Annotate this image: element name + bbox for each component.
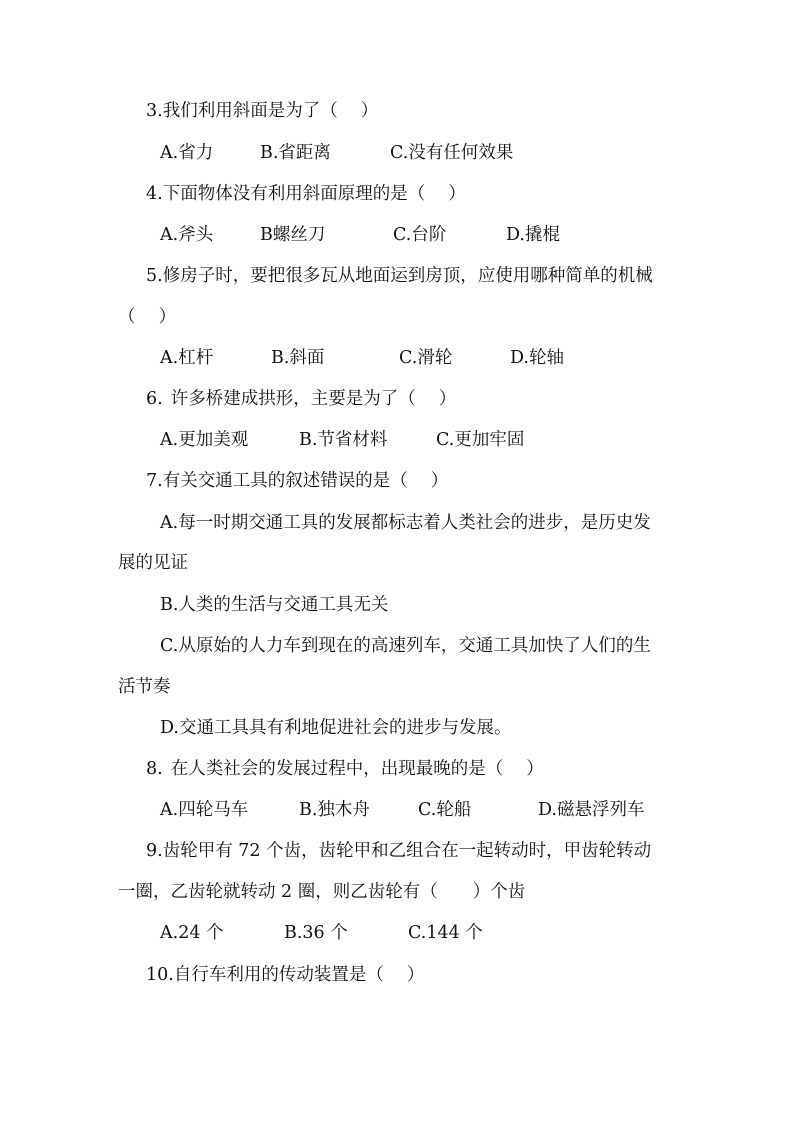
- option: B.斜面: [271, 348, 325, 368]
- question-5: [146, 263, 653, 289]
- option: A.斧头: [160, 225, 214, 245]
- question-stem: 我们利用斜面是为了（ ）: [162, 101, 379, 121]
- question-stem: 有关交通工具的叙述错误的是（ ）: [162, 471, 449, 491]
- option: B.省距离: [260, 143, 331, 163]
- option: C.台阶: [393, 225, 447, 245]
- question-stem: 齿轮甲有 72 个齿，齿轮甲和乙组合在一起转动时，甲齿轮转动: [162, 841, 652, 861]
- option-c-continuation: 活节奏: [118, 677, 171, 697]
- question-9-options: [160, 920, 560, 946]
- question-number: 9.: [146, 841, 163, 861]
- option: B.独木舟: [299, 800, 370, 820]
- question-8: [146, 756, 544, 782]
- option: C.更加牢固: [436, 430, 525, 450]
- option-c: C.从原始的人力车到现在的高速列车，交通工具加快了人们的生: [160, 636, 651, 656]
- option: A.更加美观: [160, 430, 249, 450]
- option: C.滑轮: [399, 348, 453, 368]
- question-8-options: [160, 797, 660, 823]
- option: A.四轮马车: [160, 800, 249, 820]
- question-6: [146, 386, 456, 412]
- question-3-options: [160, 140, 560, 166]
- question-5-continuation: （ ）: [118, 307, 177, 327]
- question-9: [146, 838, 651, 864]
- question-number: 5.: [146, 266, 163, 286]
- question-stem: 许多桥建成拱形，主要是为了（ ）: [170, 389, 457, 409]
- question-stem: 下面物体没有利用斜面原理的是（ ）: [162, 184, 466, 204]
- question-5-options: [160, 345, 600, 371]
- question-number: 10.: [146, 965, 174, 985]
- question-stem: 在人类社会的发展过程中，出现最晚的是（ ）: [170, 759, 544, 779]
- question-6-options: [160, 427, 600, 453]
- option-b: B.人类的生活与交通工具无关: [160, 595, 389, 615]
- option: A.杠杆: [160, 348, 214, 368]
- option: C.144 个: [408, 923, 483, 943]
- question-number: 3.: [146, 101, 163, 121]
- question-4: [146, 181, 466, 207]
- option-d: D.交通工具具有利地促进社会的进步与发展。: [160, 718, 512, 738]
- question-4-options: [160, 222, 600, 248]
- option-a-continuation: 展的见证: [118, 553, 188, 573]
- question-3: [146, 98, 378, 124]
- option: D.磁悬浮列车: [538, 800, 645, 820]
- option: B螺丝刀: [260, 225, 326, 245]
- option: D.撬棍: [506, 225, 560, 245]
- option: A.24 个: [160, 923, 224, 943]
- question-stem: 自行车利用的传动装置是（ ）: [173, 965, 425, 985]
- option: A.省力: [160, 143, 214, 163]
- question-number: 4.: [146, 184, 163, 204]
- question-10: [146, 962, 424, 988]
- option: D.轮轴: [510, 348, 564, 368]
- option: B.节省材料: [299, 430, 388, 450]
- option: C.轮船: [418, 800, 472, 820]
- question-number: 6.: [146, 389, 163, 409]
- question-7: [146, 468, 448, 494]
- question-number: 7.: [146, 471, 163, 491]
- question-9-continuation: 一圈，乙齿轮就转动 2 圈，则乙齿轮有（ ）个齿: [118, 882, 526, 902]
- question-number: 8.: [146, 759, 163, 779]
- question-stem: 修房子时，要把很多瓦从地面运到房顶，应使用哪种简单的机械: [162, 266, 653, 286]
- option: C.没有任何效果: [390, 143, 514, 163]
- option-a: A.每一时期交通工具的发展都标志着人类社会的进步，是历史发: [160, 513, 651, 533]
- option: B.36 个: [284, 923, 348, 943]
